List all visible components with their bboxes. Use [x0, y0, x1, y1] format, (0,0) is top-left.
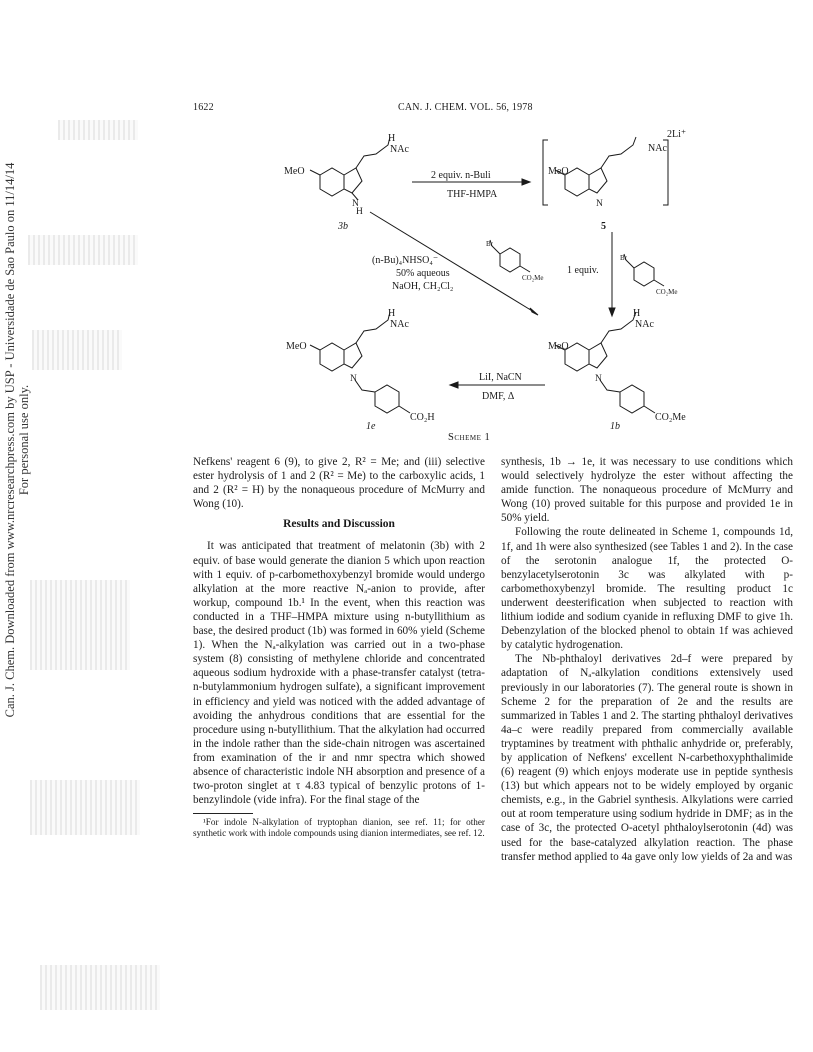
side-chain-5: [601, 137, 636, 168]
meo-label: MeO: [286, 341, 307, 352]
hydrogen-label: H: [388, 133, 396, 144]
reagent-thf-hmpa: THF-HMPA: [447, 189, 498, 200]
hydrogen-label: H: [388, 308, 396, 319]
watermark-source-line: Can. J. Chem. Downloaded from www.nrcresearchpress.com by USP - Universidade de Sao Paulo on 11/14/14: [3, 162, 17, 718]
hydrogen-label: H: [356, 207, 363, 217]
paragraph: synthesis, 1b → 1e, it was necessary to use conditions which would selectively hydrolyze the ester without affecting the amide function. The nonaqueous procedure of McMurry and Wong (10) proved suitable for this purpose and provided 1e in 50% yield.: [501, 456, 793, 525]
compound-1e-label: 1e: [366, 421, 376, 432]
ester-label: CO₂Me: [522, 274, 544, 282]
bromine-label: Br: [486, 240, 493, 248]
indole-n-label: N: [350, 374, 357, 384]
compound-5-label: 5: [601, 221, 606, 232]
scan-noise: [30, 780, 140, 835]
benzyl-ring-1b: [620, 385, 644, 413]
indole-pyrrole-ring-1e: [344, 343, 362, 368]
paragraph: Nefkens' reagent 6 (9), to give 2, R² = Me; and (iii) selective ester hydrolysis of 1 and 2 (R² = Me) to the carboxylic acids, 1 and 2 (R² = H) by the nonaqueous procedure of McMurry and Wong (10).: [193, 456, 485, 511]
indole-benzene-ring-1b: [565, 343, 589, 371]
watermark-personal-use: For personal use only.: [17, 384, 31, 496]
paragraph: Following the route delineated in Scheme 1, compounds 1d, 1f, and 1h were also synthesized (see Tables 1 and 2). In the case of the serotonin analogue 1f, the protected O-benzylacetylserotonin 3c was alkylated with p-carbomethoxybenzyl bromide. The resulting product 1c underwent deesterification when subjected to reaction with lithium iodide and sodium cyanide in refluxing DMF to give 1h. Debenzylation of the blocked phenol to obtain 1f was achieved by catalytic hydrogenation.: [501, 526, 793, 652]
scan-noise: [30, 580, 130, 670]
footnote: ¹For indole N-alkylation of tryptophan dianion, see ref. 11; for other synthetic work with indole compounds using dianion intermediates, see ref. 12.: [193, 817, 485, 839]
bromine-label: Br: [620, 254, 627, 262]
page-number: 1622: [193, 102, 214, 113]
meo-label: MeO: [284, 166, 305, 177]
indole-pyrrole-ring-3b: [344, 168, 362, 193]
footnote-rule: [193, 813, 253, 814]
reagent-nbuli: 2 equiv. n-Buli: [431, 170, 491, 181]
lithium-counterion-label: 2Li⁺: [667, 129, 687, 140]
section-heading: Results and Discussion: [283, 518, 395, 531]
reagent-lii-nacn: LiI, NaCN: [479, 372, 522, 383]
indole-benzene-ring-5: [565, 168, 589, 196]
meo-label: MeO: [548, 166, 569, 177]
reagent-naoh: NaOH, CH₂Cl₂: [392, 281, 454, 292]
scan-noise: [40, 965, 160, 1010]
nac-label: NAc: [635, 319, 654, 330]
nac-label: NAc: [390, 319, 409, 330]
compound-3b-label: 3b: [338, 221, 348, 232]
arrowhead: [609, 308, 615, 316]
scheme-caption: Scheme 1: [448, 432, 491, 443]
arrowhead: [530, 308, 538, 315]
paragraph: It was anticipated that treatment of melatonin (3b) with 2 equiv. of base would generate the dianion 5 which upon reaction with 1 equiv. of p-carbomethoxybenzyl bromide would undergo alkylation at the more reactive Nₐ-anion to provide, after workup, compound 1b.¹ In the event, when this reaction was conducted in a THF–HMPA mixture using n-butyllithium as base, the desired product (1b) was formed in 60% yield (Scheme 1). When the Nₐ-alkylation was carried out in a two-phase system (8) consisting of methylene chloride and concentrated aqueous sodium hydroxide with a phase-transfer catalyst (tetra-n-butylammonium hydrogen sulfate), a significant improvement in efficiency and yield was noticed with the added advantage of avoiding the anhydrous conditions that are essential for the procedure using n-butyllithium. That the alkylation had occurred in the indole rather than the side-chain nitrogen was ascertained from examination of the ir and nmr spectra which showed absence of characteristic indole NH absorption and presence of a two-proton singlet at τ 4.83 typical of benzylic protons of 1-benzylindole (vide infra). For the final stage of the: [193, 540, 485, 807]
nac-label: NAc: [390, 144, 409, 155]
indole-n-label: N: [352, 199, 359, 209]
indole-benzene-ring-3b: [320, 168, 344, 196]
reagent-tbahs: (n-Bu)₄NHSO₄⁻: [372, 255, 439, 266]
meo-label: MeO: [548, 341, 569, 352]
hydrogen-label: H: [633, 308, 641, 319]
left-column: [193, 455, 485, 840]
ester-label: CO₂Me: [656, 288, 678, 296]
reagent-aqueous: 50% aqueous: [396, 268, 450, 279]
indole-benzene-ring-1e: [320, 343, 344, 371]
nac-label: NAc: [648, 143, 667, 154]
acid-label: CO₂H: [410, 412, 435, 423]
ester-label: CO₂Me: [655, 412, 686, 423]
reagent-dmf-heat: DMF, Δ: [482, 391, 515, 402]
side-chain-1e: [356, 312, 390, 343]
reagent-1-equiv: 1 equiv.: [567, 265, 599, 276]
compound-1b-label: 1b: [610, 421, 620, 432]
benzyl-bromide-ring-right: [634, 262, 654, 286]
paragraph: The Nb-phthaloyl derivatives 2d–f were prepared by adaptation of Nₐ-alkylation conditions extensively used previously in our laboratories (7). The general route is shown in Scheme 2 for the preparation of 2e and the results are summarized in Tables 1 and 2. The starting phthaloyl derivatives 4a–c were readily prepared from commercially available tryptamines by treatment with phthalic anhydride or, preferably, by application of Nefkens' excellent N-carbethoxyphthalimide (6) reagent (9) which enjoys moderate use in peptide synthesis (13) but which appears not to be widely employed by organic chemists, e.g., in the Gabriel synthesis. Alkylations were carried out at room temperature using sodium hydride in DMF; as in the case of 3c, the protected O-acetyl phthaloylserotonin (4d) was used for the base-catalyzed alkylation reaction. The phase transfer method applied to 4a gave only low yields of 2a and was: [501, 653, 793, 863]
benzyl-bromide-ring-diag: [500, 248, 520, 272]
scheme-1-figure: [0, 0, 813, 450]
side-chain-3b: [356, 137, 390, 168]
arrowhead: [522, 179, 530, 185]
indole-n-label: N: [596, 199, 603, 209]
arrowhead: [450, 382, 458, 388]
benzyl-ring-1e: [375, 385, 399, 413]
indole-pyrrole-ring-5: [589, 168, 607, 193]
side-chain-1b: [601, 312, 636, 343]
right-column: [501, 455, 793, 864]
indole-pyrrole-ring-1b: [589, 343, 607, 368]
running-title: CAN. J. CHEM. VOL. 56, 1978: [398, 102, 533, 113]
indole-n-label: N: [595, 374, 602, 384]
